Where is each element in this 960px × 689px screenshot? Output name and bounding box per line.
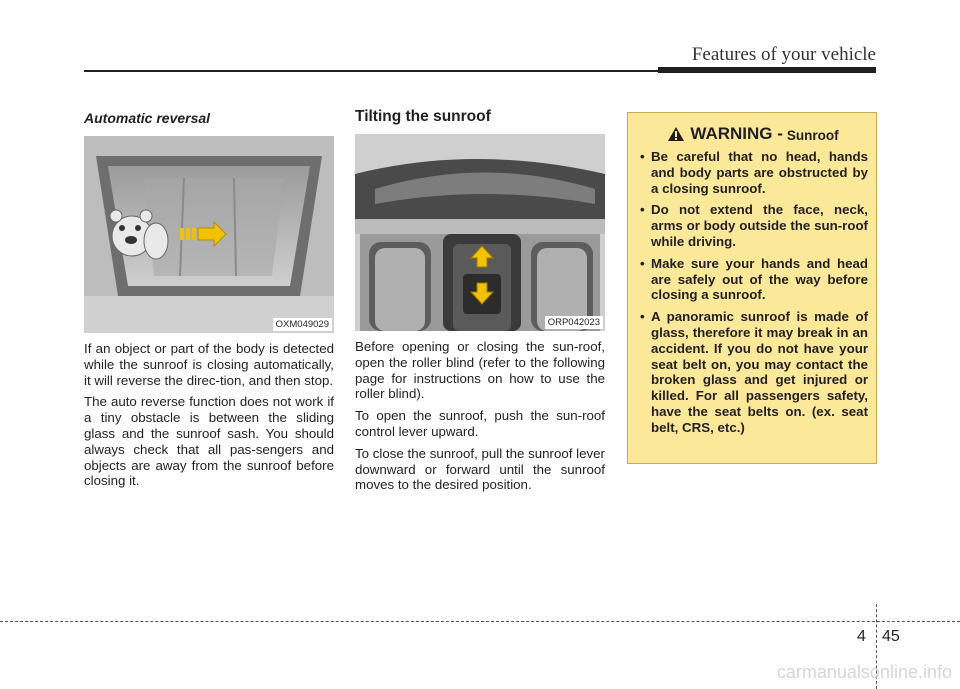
figure-code: ORP042023 [545,316,603,329]
paragraph: Before opening or closing the sun-roof, open the roller blind (refer to the following page for instructions on how to use the roller blind). [355,339,605,402]
warning-triangle-icon [667,126,685,142]
left-body-text [84,341,334,489]
chapter-number: 4 [857,628,866,645]
automatic-reversal-heading: Automatic reversal [84,110,211,126]
warning-subject: Sunroof [786,128,839,143]
auto-reversal-figure [84,136,334,333]
figure-code: OXM049029 [273,318,332,331]
header-rule-accent [658,67,876,73]
paragraph: To close the sunroof, pull the sunroof lever downward or forward until the sunroof moves to the desired position. [355,445,605,493]
sunroof-interior-illustration [84,136,334,333]
warning-box [627,112,877,464]
paragraph: If an object or part of the body is detected while the sunroof is closing automatically, it will reverse the direc-tion, and then stop. [84,341,334,388]
middle-body-text [355,339,605,493]
page-header-title: Features of your vehicle [691,44,876,65]
warning-item: • Do not extend the face, neck, arms or body outside the sun-roof while driving. [638,202,868,249]
watermark: carmanualsonline.info [776,662,952,682]
warning-item: • A panoramic sunroof is made of glass, therefore it may break in an accident. If you do not have your seat belt on, you may contact the broken glass and get injured or killed. For all passengers safety, have the seat belts on. (ex. seat belt, CRS, etc.) [638,309,868,435]
warning-item: • Make sure your hands and head are safely out of the way before closing a sunroof. [638,256,868,303]
warning-list [638,149,868,436]
footer-rule [0,621,960,622]
paragraph: The auto reverse function does not work if a tiny obstacle is between the sliding glass and the sunroof sash. You should always check that all pas-sengers and objects are away from the sunroof before closing it. [84,394,334,489]
warning-item: • Be careful that no head, hands and body parts are obstructed by a closing sunroof. [638,149,868,196]
warning-label: WARNING - [690,124,783,143]
page-number: 45 [882,628,900,645]
warning-header [638,123,868,145]
sunroof-control-figure [355,134,605,331]
tilting-sunroof-heading: Tilting the sunroof [355,108,491,125]
left-column [84,110,334,495]
sunroof-lever-illustration [355,134,605,331]
paragraph: To open the sunroof, push the sun-roof control lever upward. [355,408,605,439]
middle-column [355,110,605,499]
